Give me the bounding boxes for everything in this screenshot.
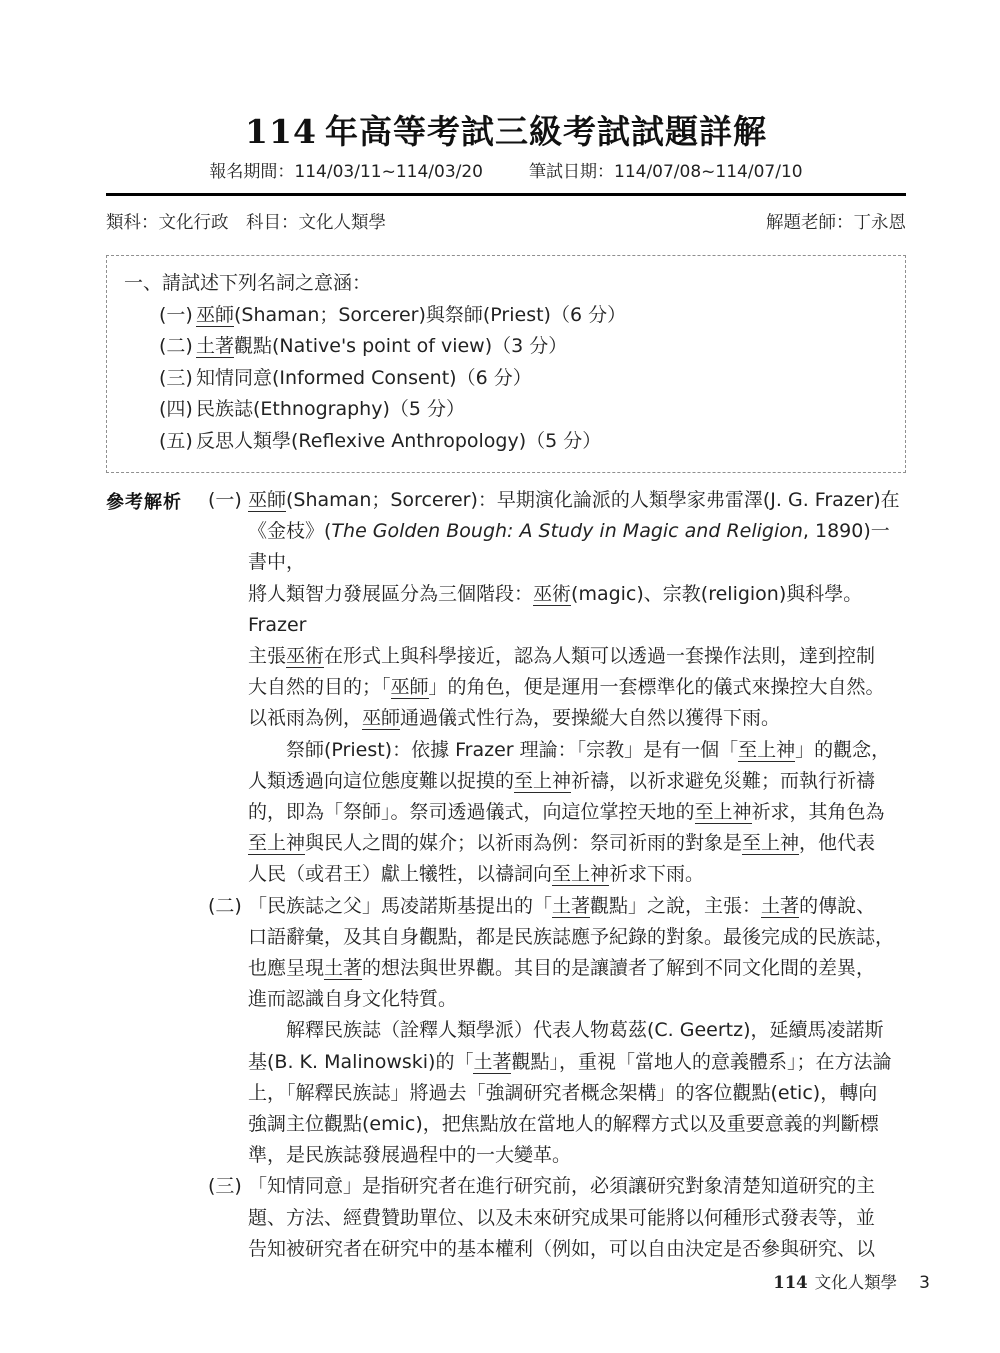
text-line — [208, 984, 906, 1015]
text-line — [208, 516, 906, 578]
text-segment: 準，是民族誌發展過程中的一大變革。 — [248, 1144, 572, 1167]
text-segment: 告知被研究者在研究中的基本權利（例如，可以自由決定是否參與研究、以 — [248, 1237, 876, 1260]
text-line — [208, 891, 906, 922]
text-segment: 通過儀式性行為，要操縱大自然以獲得下雨。 — [400, 707, 781, 730]
text-line — [208, 735, 906, 766]
text-line — [208, 1140, 906, 1171]
text-segment: 一、請試述下列名詞之意涵： — [124, 272, 372, 294]
text-line — [208, 641, 906, 672]
text-line — [124, 426, 889, 458]
text-segment: 觀點」之說，主張： — [590, 894, 762, 917]
text-line — [124, 394, 889, 426]
underlined-term: 至上神 — [738, 738, 796, 761]
text-segment: 祈禱，以祈求避免災難；而執行祈禱 — [571, 769, 876, 792]
underlined-term: 土著 — [761, 894, 800, 917]
text-segment: 」的觀念， — [795, 738, 891, 761]
underlined-term: 至上神 — [694, 801, 752, 824]
text-segment: 人民（或君王）獻上犧牲，以禱詞向 — [248, 863, 553, 886]
text-line — [124, 331, 889, 363]
item-marker: (二) — [159, 335, 193, 357]
underlined-term: 巫師 — [390, 676, 429, 699]
text-segment: (magic)、宗教(religion)與科學。Frazer — [248, 582, 863, 636]
text-segment: 題、方法、經費贊助單位、以及未來研究成果可能將以何種形式發表等，並 — [248, 1206, 876, 1229]
underlined-term: 巫師 — [248, 489, 287, 511]
page-footer — [773, 1269, 930, 1293]
item-marker: (四) — [159, 398, 193, 420]
title-year: 114 — [245, 112, 317, 151]
page-number: 3 — [919, 1273, 930, 1293]
page-title — [106, 0, 906, 152]
exam-dates-row — [106, 157, 906, 182]
underlined-term: 土著 — [196, 335, 235, 357]
written-exam-date: 筆試日期：114/07/08~114/07/10 — [529, 162, 803, 182]
question-box — [106, 255, 906, 473]
text-line — [208, 1109, 906, 1140]
text-segment: (Shaman；Sorcerer)：早期演化論派的人類學家弗雷澤(J. G. Frazer)在 — [286, 489, 900, 511]
solver-teacher: 解題老師：丁永恩 — [766, 213, 906, 233]
item-marker: (三) — [208, 1175, 242, 1198]
registration-period: 報名期間：114/03/11~114/03/20 — [209, 162, 483, 182]
text-line — [124, 300, 889, 332]
text-line — [208, 672, 906, 703]
underlined-term: 土著 — [552, 894, 591, 917]
text-segment: 以祇雨為例， — [248, 707, 363, 730]
text-line — [208, 1015, 906, 1046]
text-segment: 觀點(Native's point of view)（3 分） — [234, 335, 568, 357]
underlined-term: 巫師 — [196, 303, 235, 326]
text-segment: 知情同意(Informed Consent)（6 分） — [196, 366, 532, 389]
text-segment: 觀點」，重視「當地人的意義體系」；在方法論 — [511, 1050, 892, 1073]
text-segment: (Shaman；Sorcerer)與祭師(Priest)（6 分） — [234, 303, 627, 326]
underlined-term: 至上神 — [742, 832, 800, 855]
text-segment: ，他代表 — [799, 832, 876, 855]
text-segment: 的，即為「祭師」。祭司透過儀式，向這位掌控天地的 — [248, 801, 695, 824]
underlined-term: 巫術 — [286, 645, 325, 668]
text-line — [208, 953, 906, 984]
text-segment: 「民族誌之父」馬凌諾斯基提出的「 — [248, 894, 553, 917]
text-line — [208, 703, 906, 734]
italic-book-title: The Golden Bough: A Study in Magic and Religion — [331, 520, 803, 543]
answer-section — [106, 485, 906, 1265]
text-segment: 強調主位觀點(emic)，把焦點放在當地人的解釋方式以及重要意義的判斷標 — [248, 1113, 879, 1136]
underlined-term: 至上神 — [552, 863, 610, 886]
text-segment: 人類透過向這位態度難以捉摸的 — [248, 769, 515, 792]
text-line — [208, 828, 906, 859]
text-line — [208, 579, 906, 641]
text-segment: 「知情同意」是指研究者在進行研究前，必須讓研究對象清楚知道研究的主 — [248, 1175, 876, 1198]
item-marker: (二) — [208, 894, 242, 917]
underlined-term: 土著 — [473, 1050, 512, 1073]
text-line — [208, 1078, 906, 1109]
underlined-term: 至上神 — [248, 832, 306, 855]
text-segment: 祈求下雨。 — [609, 863, 705, 886]
text-segment: , 1890)一書中， — [248, 520, 890, 574]
meta-row — [106, 209, 906, 234]
text-segment: 主張 — [248, 645, 287, 668]
answer-body — [208, 485, 906, 1265]
item-marker: (一) — [159, 303, 193, 326]
underlined-term: 土著 — [324, 957, 363, 980]
text-segment: 祈求，其角色為 — [751, 801, 885, 824]
text-line — [208, 1203, 906, 1234]
title-text: 年高等考試三級考試試題詳解 — [324, 112, 767, 151]
underlined-term: 至上神 — [514, 769, 572, 792]
item-marker: (一) — [208, 489, 242, 511]
text-segment: 將人類智力發展區分為三個階段： — [248, 582, 534, 605]
text-line — [124, 268, 889, 300]
text-segment: 也應呈現 — [248, 957, 325, 980]
text-segment: 與民人之間的媒介；以祈雨為例：祭司祈雨的對象是 — [305, 832, 743, 855]
text-segment: 上，「解釋民族誌」將過去「強調研究者概念架構」的客位觀點(etic)，轉向 — [248, 1081, 878, 1104]
answer-label: 參考解析 — [106, 492, 182, 513]
item-marker: (三) — [159, 366, 193, 389]
text-segment: 」的角色，便是運用一套標準化的儀式來操控大自然。 — [428, 676, 885, 699]
text-segment: 反思人類學(Reflexive Anthropology)（5 分） — [196, 429, 602, 452]
text-line — [208, 766, 906, 797]
text-line — [208, 797, 906, 828]
footer-subject: 文化人類學 — [814, 1273, 898, 1292]
text-segment: 大自然的目的；「 — [248, 676, 391, 699]
text-segment: 基(B. K. Malinowski)的「 — [248, 1050, 474, 1073]
text-segment: 民族誌(Ethnography)（5 分） — [196, 398, 465, 420]
text-line — [208, 1047, 906, 1078]
text-line — [208, 1171, 906, 1202]
category-subject: 類科：文化行政 科目：文化人類學 — [106, 213, 386, 233]
text-segment: 解釋民族誌（詮釋人類學派）代表人物葛茲(C. Geertz)，延續馬凌諾斯 — [286, 1019, 884, 1042]
text-line — [124, 363, 889, 395]
text-segment: 進而認識自身文化特質。 — [248, 988, 458, 1011]
text-line — [208, 485, 906, 516]
underlined-term: 巫師 — [362, 707, 401, 730]
text-line — [208, 922, 906, 953]
text-line — [208, 1234, 906, 1265]
text-line — [208, 859, 906, 890]
underlined-term: 巫術 — [533, 582, 572, 605]
text-segment: 的想法與世界觀。其目的是讓讀者了解到不同文化間的差異， — [362, 957, 876, 980]
footer-year: 114 — [773, 1273, 808, 1292]
horizontal-rule — [106, 193, 906, 196]
text-segment: 《金枝》( — [248, 520, 332, 543]
text-segment: 祭師(Priest)：依據 Frazer 理論：「宗教」是有一個「 — [286, 738, 739, 761]
text-segment: 在形式上與科學接近，認為人類可以透過一套操作法則，達到控制 — [324, 645, 876, 668]
text-segment: 的傳說、 — [799, 894, 876, 917]
item-marker: (五) — [159, 429, 193, 452]
text-segment: 口語辭彙，及其自身觀點，都是民族誌應予紀錄的對象。最後完成的民族誌， — [248, 925, 895, 948]
